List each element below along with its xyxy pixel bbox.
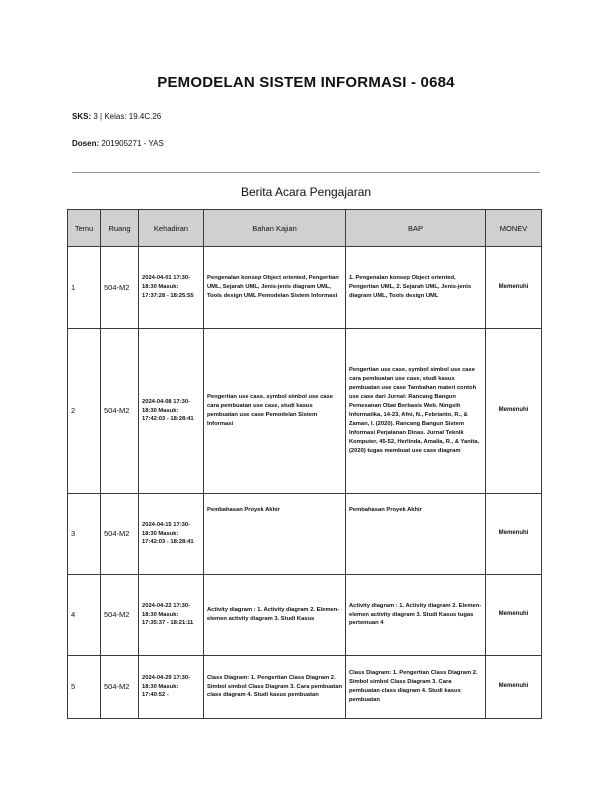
table-row [68,494,542,575]
col-monev: MONEV [486,210,542,247]
temu-cell: 3 [68,494,101,575]
table-row [68,656,542,719]
bap-cell: Class Diagram: 1. Pengertian Class Diagram 2. Simbol simbol Class Diagram 3. Cara pembuatan class diagram 4. Studi kasus pembuatan [346,656,486,719]
bahan-cell: Pengenalan konsep Object oriented, Pengertian UML, Sejarah UML, Jenis-jenis diagram UML, Tools design UML Pemodelan Sistem Informasi [204,247,346,329]
temu-cell: 4 [68,575,101,656]
sks-value: 3 | Kelas: 19.4C.26 [93,112,162,121]
kehadiran-cell: 2024-04-01 17:30-18:30 Masuk: 17:37:28 - 18:25:55 [139,247,204,329]
monev-cell: Memenuhi [486,656,542,719]
page-title: PEMODELAN SISTEM INFORMASI - 0684 [157,74,455,91]
bahan-cell: Class Diagram: 1. Pengertian Class Diagram 2. Simbol simbol Class Diagram 3. Cara pembuatan class diagram 4. Studi kasus pembuatan [204,656,346,719]
monev-cell: Memenuhi [486,247,542,329]
table-row [68,329,542,494]
col-ruang: Ruang [101,210,139,247]
divider [72,172,540,173]
ruang-cell: 504-M2 [101,494,139,575]
dosen-label: Dosen: [72,139,100,148]
temu-cell: 2 [68,329,101,494]
dosen-line [72,139,164,148]
monev-cell: Memenuhi [486,329,542,494]
temu-cell: 1 [68,247,101,329]
dosen-value: 201905271 - YAS [101,139,164,148]
sks-label: SKS: [72,112,92,121]
table-header-row [68,210,542,247]
monev-cell: Memenuhi [486,494,542,575]
bahan-cell: Activity diagram : 1. Activity diagram 2. Elemen-elemen activity diagram 3. Studi Kasus [204,575,346,656]
ruang-cell: 504-M2 [101,656,139,719]
kehadiran-cell: 2024-04-08 17:30-18:30 Masuk: 17:42:03 - 18:28:41 [139,329,204,494]
section-title: Berita Acara Pengajaran [240,185,372,199]
bap-cell: Pembahasan Proyek Akhir [346,494,486,575]
bahan-cell: Pembahasan Proyek Akhir [204,494,346,575]
ruang-cell: 504-M2 [101,329,139,494]
col-bahan-kajian: Bahan Kajian [204,210,346,247]
monev-cell: Memenuhi [486,575,542,656]
table-row [68,575,542,656]
table-row [68,247,542,329]
kehadiran-cell: 2024-04-29 17:30-18:30 Masuk: 17:40:52 - [139,656,204,719]
ruang-cell: 504-M2 [101,247,139,329]
ruang-cell: 504-M2 [101,575,139,656]
bap-cell: Activity diagram : 1. Activity diagram 2. Elemen-elemen activity diagram 3. Studi Kasus tugas pertemuan 4 [346,575,486,656]
kehadiran-cell: 2024-04-22 17:30-18:30 Masuk: 17:35:37 - 18:21:11 [139,575,204,656]
bap-table [67,209,542,719]
temu-cell: 5 [68,656,101,719]
col-temu: Temu [68,210,101,247]
col-kehadiran: Kehadiran [139,210,204,247]
kehadiran-cell: 2024-04-15 17:30-18:30 Masuk: 17:42:03 - 18:28:41 [139,494,204,575]
bap-cell: Pengertian use case, symbol simbol use case cara pembuatan use case, studi kasus pembuatan use case Tambahan materi contoh use case dari Jurnal: Rancang Bangun Pemesanan Obat Berbasis Web. Ningsih Informatika, 14-23, Afni, N., Febrianto, R., & Zaman, I. (2020). Rancang Bangun Sistem Informasi Perjalanan Dinas. Jurnal Teknik Komputer, 45-52, Herlinda, Amalia, R., & Yanita. (2020) tugas membuat use case diagram [346,329,486,494]
bap-cell: 1. Pengenalan konsep Object oriented, Pengertian UML, 2. Sejarah UML, Jenis-jenis diagram UML, Tools design UML [346,247,486,329]
bahan-cell: Pengertian use case, symbol simbol use case cara pembuatan use case, studi kasus pembuatan use case Pemodelan Sistem Informasi [204,329,346,494]
col-bap: BAP [346,210,486,247]
sks-line [72,112,161,121]
